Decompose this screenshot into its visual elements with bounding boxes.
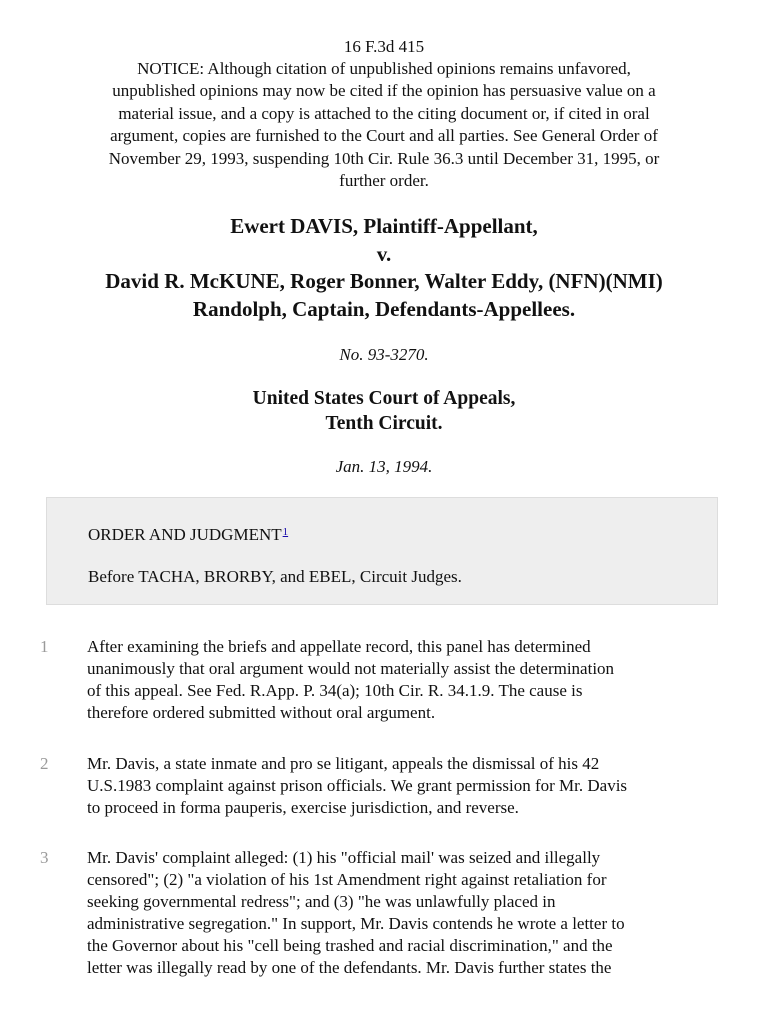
unpublished-notice	[40, 58, 728, 192]
court-line: United States Court of Appeals,	[252, 388, 516, 409]
paragraph-line: letter was illegally read by one of the defendants. Mr. Davis further states the	[87, 958, 612, 978]
paragraph-text	[87, 847, 717, 980]
paragraph-line: Mr. Davis, a state inmate and pro se litigant, appeals the dismissal of his 42	[87, 754, 600, 773]
paragraph-line: censored"; (2) "a violation of his 1st Amendment right against retaliation for	[87, 870, 607, 890]
paragraph-number: 2	[40, 754, 49, 773]
notice-line: November 29, 1993, suspending 10th Cir. Rule 36.3 until December 31, 1995, or	[108, 148, 660, 168]
notice-line: unpublished opinions may now be cited if the opinion has persuasive value on a	[112, 81, 656, 101]
footnote-ref	[283, 526, 289, 538]
paragraph-text	[87, 636, 717, 724]
paragraph-line: therefore ordered submitted without oral argument.	[87, 703, 436, 723]
docket-number: No. 93-3270.	[339, 345, 429, 364]
paragraph-line: After examining the briefs and appellate record, this panel has determined	[87, 637, 591, 656]
order-title	[88, 524, 288, 546]
case-caption	[30, 213, 738, 323]
versus-line: v.	[376, 241, 392, 266]
paragraph-line: the Governor about his "cell being trashed and racial discrimination," and the	[87, 936, 613, 956]
footnote-link[interactable]: 1	[282, 526, 289, 538]
paragraph-line: U.S.1983 complaint against prison officials. We grant permission for Mr. Davis	[87, 776, 628, 796]
defendants-line: David R. McKUNE, Roger Bonner, Walter Eddy, (NFN)(NMI)	[105, 269, 663, 293]
paragraph-line: administrative segregation." In support, Mr. Davis contends he wrote a letter to	[87, 914, 625, 934]
notice-line: material issue, and a copy is attached to the citing document or, if cited in oral	[118, 103, 650, 123]
case-citation: 16 F.3d 415	[343, 37, 425, 56]
notice-line: further order.	[339, 171, 429, 191]
court-name	[0, 387, 768, 436]
paragraph-line: Mr. Davis' complaint alleged: (1) his "official mail' was seized and illegally	[87, 848, 601, 867]
panel-judges: Before TACHA, BRORBY, and EBEL, Circuit Judges.	[88, 567, 462, 586]
paragraph-text	[87, 753, 717, 819]
decision-date: Jan. 13, 1994.	[335, 457, 433, 476]
paragraph-number: 1	[40, 637, 49, 656]
order-title-text: ORDER AND JUDGMENT	[88, 525, 282, 544]
paragraph-number: 3	[40, 848, 49, 867]
paragraph-line: unanimously that oral argument would not materially assist the determination	[87, 659, 615, 679]
paragraph-line: to proceed in forma pauperis, exercise jurisdiction, and reverse.	[87, 798, 519, 818]
notice-line: argument, copies are furnished to the Court and all parties. See General Order of	[110, 126, 658, 146]
paragraph-line: of this appeal. See Fed. R.App. P. 34(a); 10th Cir. R. 34.1.9. The cause is	[87, 681, 583, 701]
paragraph-line: seeking governmental redress"; and (3) "he was unlawfully placed in	[87, 892, 556, 912]
defendants-line: Randolph, Captain, Defendants-Appellees.	[192, 296, 576, 321]
court-line: Tenth Circuit.	[325, 412, 443, 434]
order-judgment-box	[46, 497, 718, 605]
plaintiff-line: Ewert DAVIS, Plaintiff-Appellant,	[230, 214, 538, 238]
notice-line: NOTICE: Although citation of unpublished opinions remains unfavored,	[137, 59, 631, 78]
